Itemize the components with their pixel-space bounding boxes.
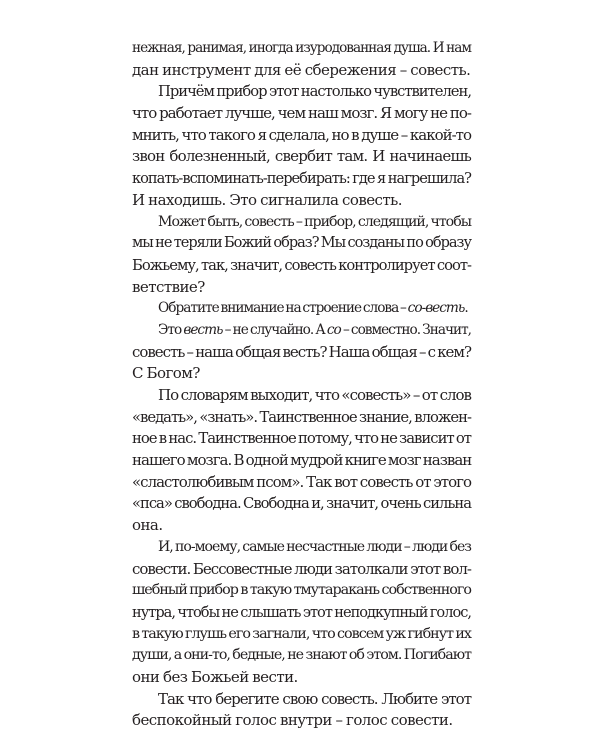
emphasis: весть — [183, 321, 223, 338]
text-line — [132, 320, 471, 342]
text-line: По словарям выходит, что «совесть» – от слов — [158, 386, 471, 404]
text-line: копать-вспоминать-перебирать: где я нагрешила? — [132, 170, 471, 188]
text-line: «пса» свободна. Свободна и, значит, очень сильна — [132, 495, 471, 513]
text-line: души, а они-то, бедные, не знают об этом. Погибают — [132, 647, 471, 664]
text-line: в такую глушь его загнали, что совсем уж гибнут их — [132, 625, 471, 642]
text-line: мы не теряли Божий образ? Мы созданы по образу — [132, 235, 471, 252]
text-line: что работает лучше, чем наш мозг. Я могу не по- — [132, 104, 471, 123]
text-line — [132, 298, 471, 320]
text-line: совести. Бессовестные люди затолкали этот вол- — [132, 559, 471, 578]
text-run: Это — [158, 321, 184, 338]
text-line: ное в нас. Таинственное потому, что не зависит от — [132, 430, 471, 448]
emphasis: со-весть — [407, 300, 465, 317]
text-line: дан инструмент для её сбережения – совесть. — [132, 60, 471, 79]
text-run: Обратите внимание на строение слова – — [158, 300, 408, 317]
text-run: – совместно. Значит, — [340, 321, 471, 338]
text-run: – не случайно. А — [222, 321, 327, 338]
text-line: они без Божьей вести. — [132, 667, 298, 686]
text-line: ветствие? — [132, 277, 205, 296]
text-line: Причём прибор этот настолько чувствителен, — [158, 83, 471, 101]
document-body — [132, 38, 471, 732]
text-line: она. — [132, 516, 163, 535]
text-line: нутра, чтобы не слышать этот неподкупный голос, — [132, 603, 471, 621]
emphasis: со — [326, 321, 341, 338]
text-run: . — [464, 300, 468, 317]
text-line: нежная, ранимая, иногда изуродованная душа. И нам — [132, 40, 471, 56]
text-line: шебный прибор в такую тмутаракань собственного — [132, 582, 471, 599]
text-line: звон болезненный, свербит там. И начинаешь — [132, 147, 471, 166]
text-line: «ведать», «знать». Таинственное знание, вложен- — [132, 408, 471, 426]
text-line: мнить, что такого я сделала, но в душе – какой-то — [132, 125, 471, 144]
text-line: С Богом? — [132, 364, 200, 383]
text-line: беспокойный голос внутри – голос совести. — [132, 711, 453, 730]
text-line: совесть – наша общая весть? Наша общая – с кем? — [132, 342, 471, 361]
text-line: Так что берегите свою совесть. Любите этот — [158, 689, 471, 708]
text-line: И, по-моему, самые несчастные люди – люди без — [158, 538, 471, 555]
text-line: «сластолюбивым псом». Так вот совесть от этого — [132, 472, 471, 491]
text-line: Может быть, совесть – прибор, следящий, чтобы — [158, 213, 471, 230]
text-line: нашего мозга. В одной мудрой книге мозг назван — [132, 451, 472, 470]
text-line: Божьему, так, значит, совесть контролирует соот- — [132, 256, 471, 274]
text-line: И находишь. Это сигналила совесть. — [132, 190, 402, 209]
